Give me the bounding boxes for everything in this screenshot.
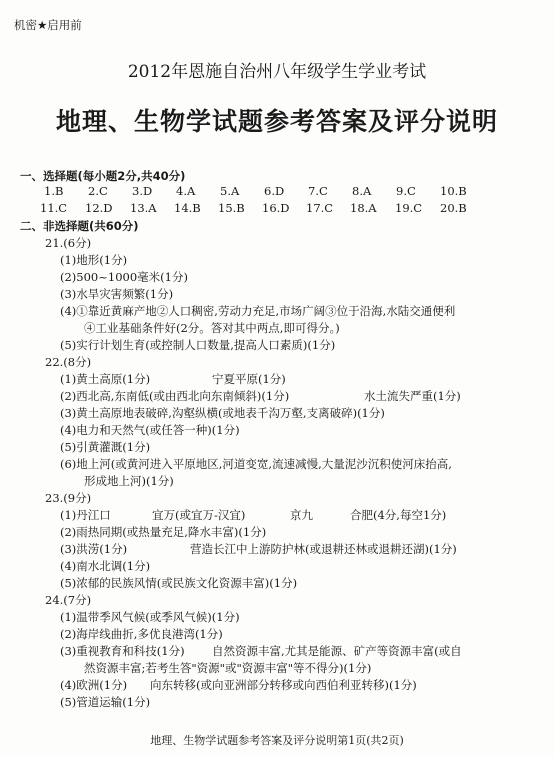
q24-answer-3-cont: 然资源丰富;若考生答"资源"或"资源丰富"等不得分)(1分) <box>84 661 372 675</box>
mc-answer: 17.C <box>306 201 334 215</box>
mc-answer: 18.A <box>350 201 377 215</box>
q24-answer-3: (3)重视教育和科技(1分) <box>60 644 185 658</box>
mc-answer: 15.B <box>218 201 245 215</box>
q22-answer-4: (4)电力和天然气(或任答一种)(1分) <box>60 423 240 437</box>
q24-answer-3b: 自然资源丰富,尤其是能源、矿产等资源丰富(或自 <box>212 644 462 658</box>
q21-answer-2: (2)500~1000毫米(1分) <box>60 270 188 284</box>
q23-answer-1b: 宜万(或宜万-汉宜) <box>152 508 246 522</box>
q21-answer-4: (4)①靠近黄麻产地②人口稠密,劳动力充足,市场广阔③位于沿海,水陆交通便利 <box>60 304 456 318</box>
q21-answer-1: (1)地形(1分) <box>60 253 128 267</box>
page-footer: 地理、生物学试题参考答案及评分说明第1页(共2页) <box>150 734 404 747</box>
q21-heading: 21.(6分) <box>45 236 92 250</box>
mc-answer: 20.B <box>440 201 467 215</box>
q22-answer-3: (3)黄土高原地表破碎,沟壑纵横(或地表千沟万壑,支离破碎)(1分) <box>60 406 385 420</box>
q23-answer-1d: 合肥(4分,每空1分) <box>350 508 447 522</box>
q22-heading: 22.(8分) <box>45 355 92 369</box>
q22-answer-5: (5)引黄灌溉(1分) <box>60 440 151 454</box>
mc-answer: 6.D <box>264 184 285 198</box>
secret-mark: 机密★启用前 <box>14 18 82 32</box>
mc-answer: 5.A <box>220 184 240 198</box>
section1-heading: 一、选择题(每小题2分,共40分) <box>20 169 186 183</box>
q23-answer-2: (2)雨热同期(或热量充足,降水丰富)(1分) <box>60 525 267 539</box>
mc-answer: 11.C <box>40 201 68 215</box>
section2-heading: 二、非选择题(共60分) <box>20 219 139 233</box>
mc-answer: 9.C <box>396 184 416 198</box>
q22-answer-1b: 宁夏平原(1分) <box>212 372 286 386</box>
mc-answer: 2.C <box>88 184 108 198</box>
mc-answer: 14.B <box>174 201 201 215</box>
q23-answer-3: (3)洪涝(1分) <box>60 542 128 556</box>
mc-answer: 4.A <box>176 184 196 198</box>
q21-answer-4-cont: ④工业基础条件好(2分。答对其中两点,即可得分。) <box>84 321 340 335</box>
mc-answer: 3.D <box>132 184 153 198</box>
q21-answer-3: (3)水旱灾害频繁(1分) <box>60 287 174 301</box>
q22-answer-6-cont: 形成地上河)(1分) <box>84 474 174 488</box>
q24-answer-5: (5)管道运输(1分) <box>60 695 151 709</box>
q23-heading: 23.(9分) <box>45 491 92 505</box>
mc-answer: 13.A <box>130 201 157 215</box>
q23-answer-1c: 京九 <box>290 508 313 522</box>
mc-answer: 10.B <box>440 184 467 198</box>
mc-answer: 16.D <box>262 201 290 215</box>
q24-answer-4b: 向东转移(或向亚洲部分转移或向西伯利亚转移)(1分) <box>150 678 417 692</box>
q23-answer-4: (4)南水北调(1分) <box>60 559 151 573</box>
document-title: 地理、生物学试题参考答案及评分说明 <box>55 107 498 136</box>
mc-answer: 19.C <box>395 201 423 215</box>
mc-answer: 8.A <box>352 184 372 198</box>
q24-answer-1: (1)温带季风气候(或季风气候)(1分) <box>60 610 240 624</box>
q22-answer-6: (6)地上河(或黄河进入平原地区,河道变宽,流速减慢,大量泥沙沉积使河床抬高, <box>60 457 452 471</box>
q24-heading: 24.(7分) <box>45 593 92 607</box>
q21-answer-5: (5)实行计划生育(或控制人口数量,提高人口素质)(1分) <box>60 338 336 352</box>
q22-answer-1: (1)黄土高原(1分) <box>60 372 151 386</box>
q24-answer-4: (4)欧洲(1分) <box>60 678 128 692</box>
exam-title: 2012年恩施自治州八年级学生学业考试 <box>127 62 427 82</box>
q22-answer-2: (2)西北高,东南低(或由西北向东南倾斜)(1分) <box>60 389 290 403</box>
mc-answer: 12.D <box>85 201 113 215</box>
q23-answer-3b: 营造长江中上游防护林(或退耕还林或退耕还湖)(1分) <box>190 542 457 556</box>
q22-answer-2b: 水土流失严重(1分) <box>364 389 461 403</box>
mc-answer: 1.B <box>44 184 64 198</box>
q23-answer-1: (1)丹江口 <box>60 508 111 522</box>
mc-answer: 7.C <box>308 184 328 198</box>
q23-answer-5: (5)浓郁的民族风情(或民族文化资源丰富)(1分) <box>60 576 298 590</box>
q24-answer-2: (2)海岸线曲折,多优良港湾(1分) <box>60 627 223 641</box>
